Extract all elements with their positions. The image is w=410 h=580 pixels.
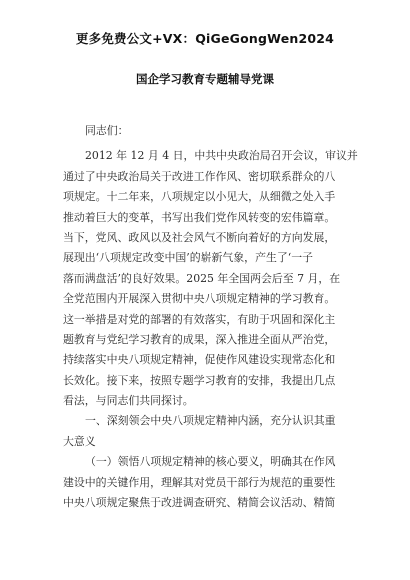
body-line: 通过了中央政治局关于改进工作作风、密切联系群众的八 — [63, 169, 336, 183]
body-line: 项规定。十二年来，八项规定以小见大，从细微之处入手 — [63, 190, 336, 204]
body-line: 展现出‘八项规定改变中国’的崭新气象，产生了‘一子 — [63, 251, 313, 265]
body-line: 长效化。接下来，按照专题学习教育的安排，我提出几点 — [63, 373, 336, 387]
body-line: 全党范围内开展深入贯彻中央八项规定精神的学习教育。 — [63, 292, 336, 306]
body-line: 这一举措是对党的部署的有效落实，有助于巩固和深化主 — [63, 312, 336, 326]
document-title: 国企学习教育专题辅导党课 — [136, 72, 274, 86]
subsection-heading: （一）领悟八项规定精神的核心要义，明确其在作风 — [85, 455, 336, 469]
body-line: 中央八项规定聚焦于改进调查研究、精简会议活动、精简 — [63, 496, 336, 510]
body-line: 推动着巨大的变革，书写出我们党作风转变的宏伟篇章。 — [63, 210, 336, 224]
salutation: 同志们： — [85, 124, 129, 137]
body-line: 建设中的关键作用，理解其对党员干部行为规范的重要性 — [63, 475, 336, 489]
section-heading-continued: 大意义 — [63, 434, 96, 448]
document-body — [63, 121, 360, 513]
promo-banner: 更多免费公文+VX：QiGeGongWen2024 — [75, 31, 335, 46]
body-line: 当下，党风、政风以及社会风气不断向着好的方向发展， — [63, 230, 336, 244]
body-line: 落而满盘活’的良好效果。2025 年全国两会后至 7 月，在 — [63, 271, 341, 285]
body-line: 题教育与党纪学习教育的成果，深入推进全面从严治党， — [63, 332, 336, 346]
body-line: 2012 年 12 月 4 日，中共中央政治局召开会议，审议并 — [85, 149, 358, 163]
body-line: 看法，与同志们共同探讨。 — [63, 394, 194, 408]
body-line: 持续落实中央八项规定精神，促使作风建设实现常态化和 — [63, 353, 336, 367]
section-heading: 一、深刻领会中央八项规定精神内涵，充分认识其重 — [85, 414, 336, 428]
